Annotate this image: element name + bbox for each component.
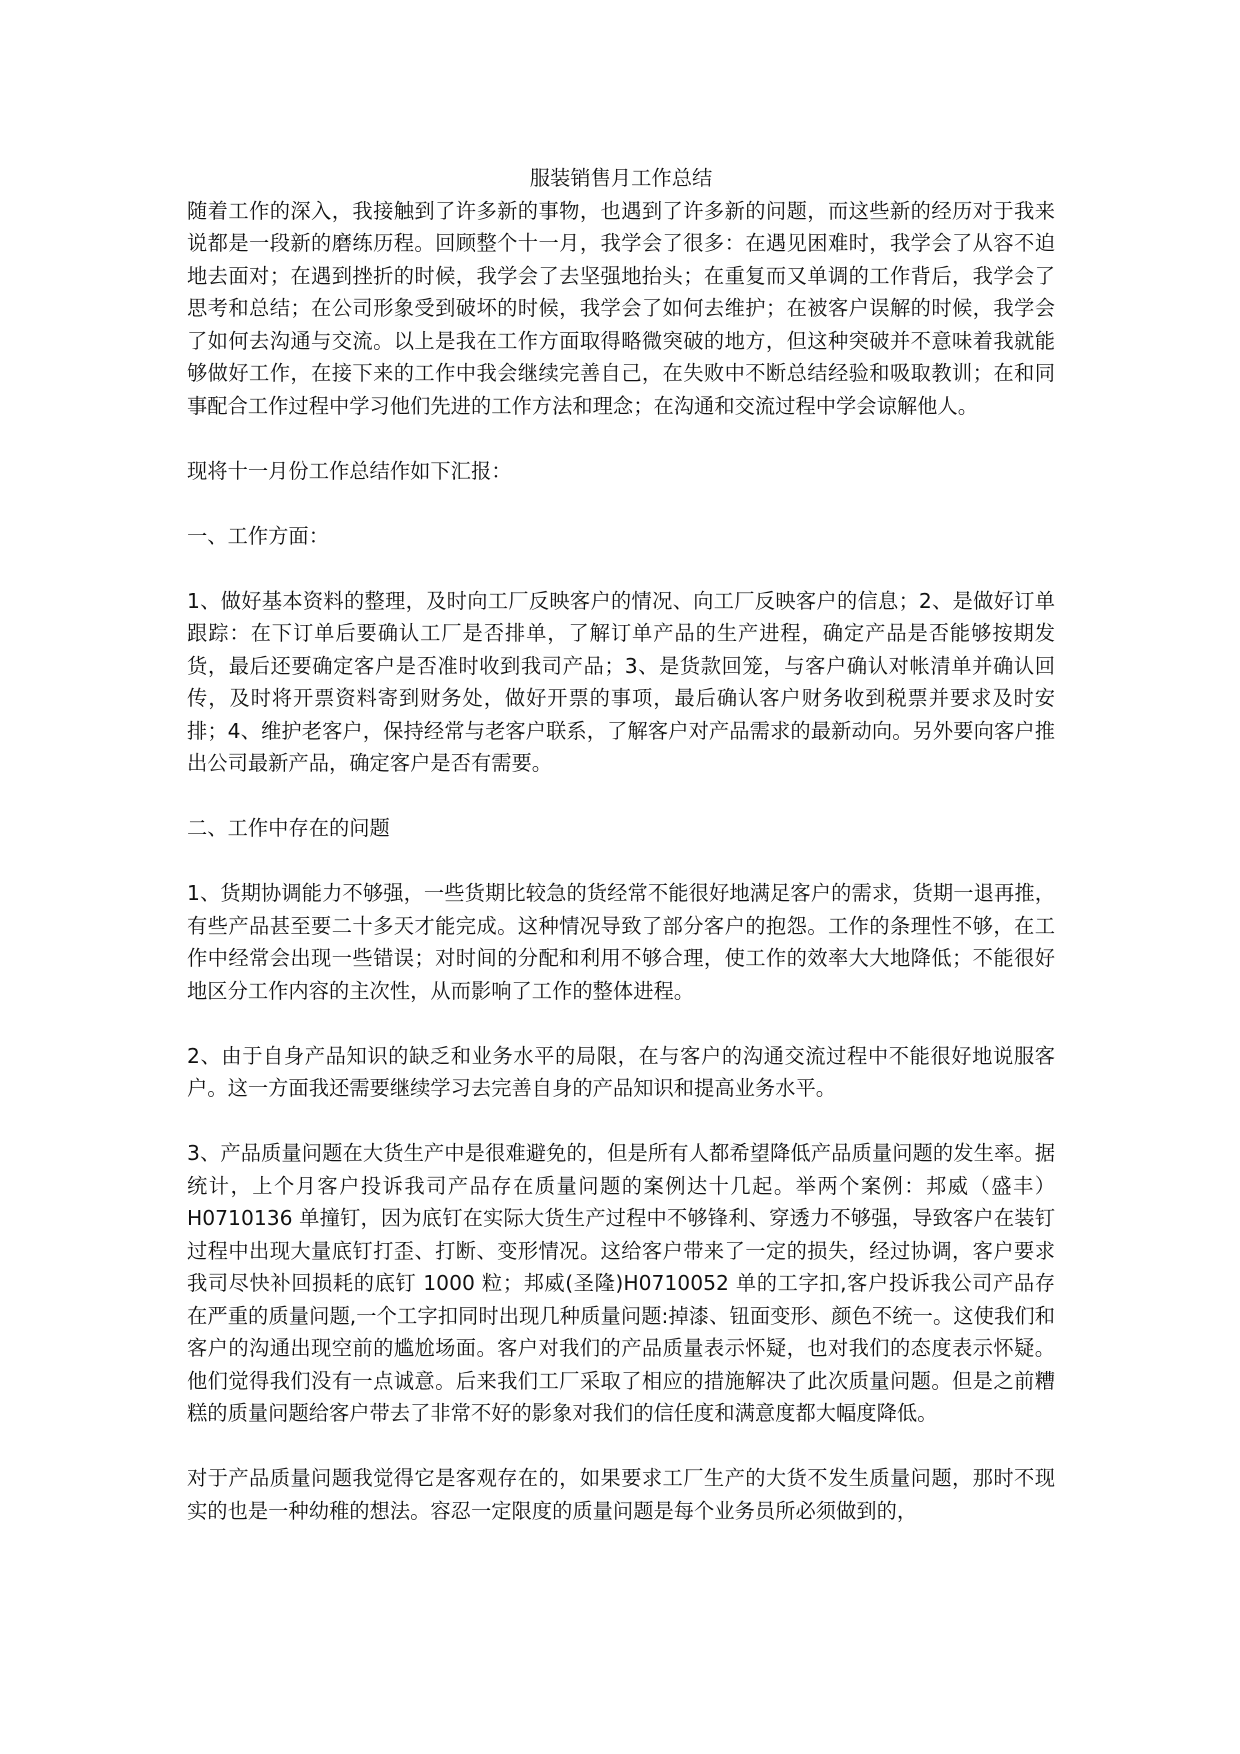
section-heading-problems: 二、工作中存在的问题: [187, 816, 390, 840]
report-lead-paragraph: 现将十一月份工作总结作如下汇报：: [187, 458, 512, 483]
problem-paragraph-3: 3、产品质量问题在大货生产中是很难避免的，但是所有人都希望降低产品质量问题的发生率。据统计，上个月客户投诉我司产品存在质量问题的案例达十几起。举两个案例：邦威（盛丰）H0710136 单撞钉，因为底钉在实际大货生产过程中不够锋利、穿透力不够强，导致客户在装钉过程中出现大量底钉打歪、打断、变形情况。这给客户带来了一定的损失，经过协调，客户要求我司尽快补回损耗的底钉 1000 粒；邦威(圣隆)H0710052 单的工字扣,客户投诉我公司产品存在严重的质量问题,一个工字扣同时出现几种质量问题:掉漆、钮面变形、颜色不统一。这使我们和客户的沟通出现空前的尴尬场面。客户对我们的产品质量表示怀疑，也对我们的态度表示怀疑。他们觉得我们没有一点诚意。后来我们工厂采取了相应的措施解决了此次质量问题。但是之前糟糕的质量问题给客户带去了非常不好的影象对我们的信任度和满意度都大幅度降低。: [187, 1141, 1055, 1425]
section-heading-work: 一、工作方面：: [187, 523, 329, 548]
quality-reflection-paragraph: 对于产品质量问题我觉得它是客观存在的，如果要求工厂生产的大货不发生质量问题，那时不现实的也是一种幼稚的想法。容忍一定限度的质量问题是每个业务员所必须做到的，: [187, 1466, 1055, 1523]
problem-paragraph-1: 1、货期协调能力不够强，一些货期比较急的货经常不能很好地满足客户的需求，货期一退再推，有些产品甚至要二十多天才能完成。这种情况导致了部分客户的抱怨。工作的条理性不够，在工作中经常会出现一些错误；对时间的分配和利用不够合理，使工作的效率大大地降低；不能很好地区分工作内容的主次性，从而影响了工作的整体进程。: [187, 881, 1055, 1003]
document-title: 服装销售月工作总结: [529, 166, 713, 190]
document-body: [187, 162, 1055, 1560]
work-details-paragraph: 1、做好基本资料的整理，及时向工厂反映客户的情况、向工厂反映客户的信息；2、是做好订单跟踪：在下订单后要确认工厂是否排单，了解订单产品的生产进程，确定产品是否能够按期发货，最后还要确定客户是否准时收到我司产品；3、是货款回笼，与客户确认对帐清单并确认回传，及时将开票资料寄到财务处，做好开票的事项，最后确认客户财务收到税票并要求及时安排；4、维护老客户，保持经常与老客户联系，了解客户对产品需求的最新动向。另外要向客户推出公司最新产品，确定客户是否有需要。: [187, 588, 1055, 775]
intro-paragraph: 随着工作的深入，我接触到了许多新的事物，也遇到了许多新的问题，而这些新的经历对于我来说都是一段新的磨练历程。回顾整个十一月，我学会了很多：在遇见困难时，我学会了从容不迫地去面对；在遇到挫折的时候，我学会了去坚强地抬头；在重复而又单调的工作背后，我学会了思考和总结；在公司形象受到破坏的时候，我学会了如何去维护；在被客户误解的时候，我学会了如何去沟通与交流。以上是我在工作方面取得略微突破的地方，但这种突破并不意味着我就能够做好工作，在接下来的工作中我会继续完善自己，在失败中不断总结经验和吸取教训；在和同事配合工作过程中学习他们先进的工作方法和理念；在沟通和交流过程中学会谅解他人。: [187, 198, 1055, 418]
problem-paragraph-2: 2、由于自身产品知识的缺乏和业务水平的局限，在与客户的沟通交流过程中不能很好地说服客户。这一方面我还需要继续学习去完善自身的产品知识和提高业务水平。: [187, 1043, 1055, 1100]
